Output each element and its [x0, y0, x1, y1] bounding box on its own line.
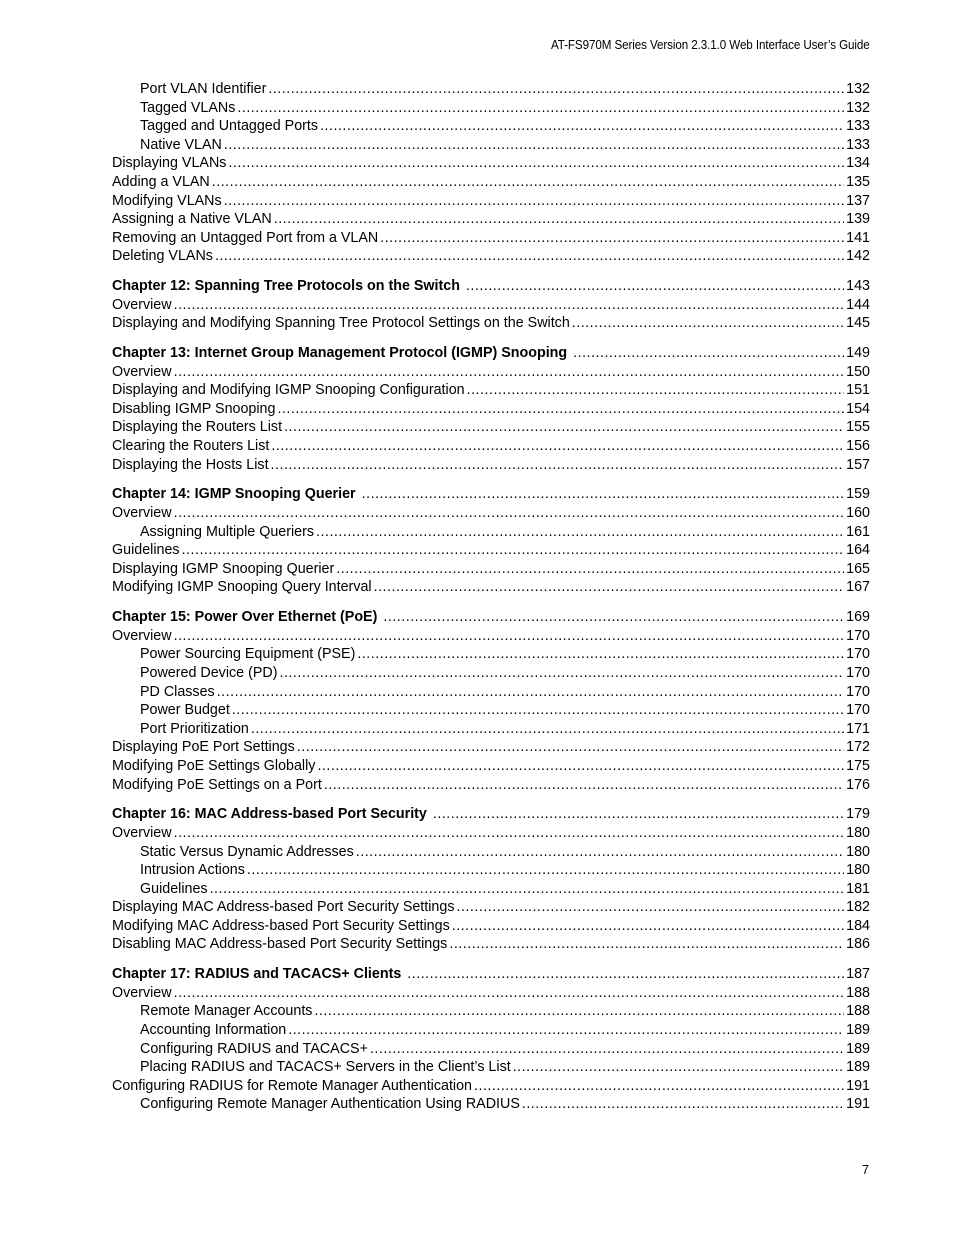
toc-entry[interactable]: [112, 935, 870, 954]
toc-entry[interactable]: [112, 456, 870, 475]
toc-entry[interactable]: [112, 247, 870, 266]
toc-chapter-entry[interactable]: [112, 608, 870, 627]
toc-entry[interactable]: [112, 437, 870, 456]
toc-entry[interactable]: [112, 776, 870, 795]
dot-leader: [279, 664, 844, 683]
dot-leader: [228, 154, 844, 173]
toc-entry-title: Power Sourcing Equipment (PSE): [140, 646, 356, 663]
dot-leader: [182, 541, 845, 560]
dot-leader: [362, 485, 845, 504]
toc-entry-title: Configuring RADIUS and TACACS+: [140, 1040, 368, 1057]
toc-entry[interactable]: [112, 1077, 870, 1096]
toc-entry-page: 161: [846, 523, 870, 540]
toc-entry-page: 169: [846, 609, 870, 626]
toc-entry-page: 180: [846, 824, 870, 841]
toc-chapter-entry[interactable]: [112, 344, 870, 363]
dot-leader: [314, 1002, 844, 1021]
toc-entry-page: 175: [846, 757, 870, 774]
toc-entry-title: Native VLAN: [140, 136, 222, 153]
toc-entry[interactable]: [112, 400, 870, 419]
toc-entry[interactable]: [112, 136, 870, 155]
toc-entry[interactable]: [112, 757, 870, 776]
toc-entry-page: 181: [846, 880, 870, 897]
toc-entry-page: 165: [846, 560, 870, 577]
toc-entry[interactable]: [112, 1058, 870, 1077]
toc-entry-title: Displaying the Hosts List: [112, 456, 269, 473]
toc-entry-page: 189: [846, 1022, 870, 1039]
toc-entry-page: 134: [846, 155, 870, 172]
toc-entry-title: Guidelines: [140, 880, 208, 897]
toc-entry-page: 170: [846, 664, 870, 681]
dot-leader: [284, 418, 844, 437]
toc-entry-page: 143: [846, 278, 870, 295]
toc-entry-title: Remote Manager Accounts: [140, 1003, 313, 1020]
dot-leader: [237, 99, 844, 118]
toc-entry-page: 137: [846, 192, 870, 209]
toc-entry[interactable]: [112, 80, 870, 99]
toc-entry[interactable]: [112, 738, 870, 757]
toc-entry-title: PD Classes: [140, 683, 215, 700]
toc-entry-page: 133: [846, 136, 870, 153]
dot-leader: [320, 117, 844, 136]
toc-entry-page: 151: [846, 382, 870, 399]
toc-entry[interactable]: [112, 1021, 870, 1040]
toc-entry-page: 184: [846, 917, 870, 934]
dot-leader: [217, 683, 844, 702]
toc-entry-title: Chapter 16: MAC Address-based Port Security: [112, 806, 427, 823]
dot-leader: [573, 344, 844, 363]
toc-entry-page: 155: [846, 419, 870, 436]
toc-entry-title: Chapter 13: Internet Group Management Protocol (IGMP) Snooping: [112, 345, 568, 362]
toc-entry[interactable]: [112, 504, 870, 523]
dot-leader: [374, 578, 845, 597]
toc-entry-title: Adding a VLAN: [112, 173, 210, 190]
toc-entry-title: Overview: [112, 984, 172, 1001]
dot-leader: [174, 984, 845, 1003]
toc-entry-page: 159: [846, 486, 870, 503]
toc-entry[interactable]: [112, 117, 870, 136]
toc-entry-page: 180: [846, 843, 870, 860]
toc-entry-page: 170: [846, 683, 870, 700]
toc-entry-page: 191: [846, 1077, 870, 1094]
dot-leader: [174, 824, 845, 843]
toc-entry-title: Chapter 14: IGMP Snooping Querier: [112, 486, 356, 503]
dot-leader: [456, 898, 844, 917]
toc-entry-page: 189: [846, 1040, 870, 1057]
toc-entry-title: Accounting Information: [140, 1022, 287, 1039]
toc-entry-title: Intrusion Actions: [140, 862, 245, 879]
dot-leader: [297, 738, 844, 757]
toc-entry-title: Modifying IGMP Snooping Query Interval: [112, 579, 372, 596]
toc-entry-page: 145: [846, 315, 870, 332]
toc-entry-title: Displaying VLANs: [112, 155, 227, 172]
toc-entry[interactable]: [112, 154, 870, 173]
toc-entry[interactable]: [112, 192, 870, 211]
dot-leader: [383, 608, 844, 627]
dot-leader: [513, 1058, 844, 1077]
toc-entry[interactable]: [112, 99, 870, 118]
toc-entry-page: 170: [846, 702, 870, 719]
toc-chapter-entry[interactable]: [112, 485, 870, 504]
toc-entry-title: Chapter 15: Power Over Ethernet (PoE): [112, 609, 378, 626]
toc-entry-page: 176: [846, 776, 870, 793]
toc-entry-title: Overview: [112, 363, 172, 380]
toc-entry-page: 179: [846, 806, 870, 823]
toc-entry[interactable]: [112, 645, 870, 664]
toc-entry-title: Deleting VLANs: [112, 248, 213, 265]
dot-leader: [277, 400, 844, 419]
dot-leader: [452, 917, 844, 936]
dot-leader: [474, 1077, 844, 1096]
dot-leader: [271, 456, 845, 475]
toc-entry-page: 180: [846, 862, 870, 879]
toc-entry-title: Displaying and Modifying Spanning Tree Protocol Settings on the Switch: [112, 315, 570, 332]
dot-leader: [174, 504, 845, 523]
toc-entry-title: Removing an Untagged Port from a VLAN: [112, 229, 379, 246]
dot-leader: [356, 843, 844, 862]
dot-leader: [174, 363, 845, 382]
toc-entry-page: 171: [846, 720, 870, 737]
toc-entry[interactable]: [112, 363, 870, 382]
toc-entry[interactable]: [112, 296, 870, 315]
toc-entry-page: 135: [846, 173, 870, 190]
toc-entry-page: 157: [846, 456, 870, 473]
toc-entry[interactable]: [112, 523, 870, 542]
table-of-contents: [112, 80, 870, 1114]
dot-leader: [316, 523, 844, 542]
toc-entry[interactable]: [112, 1095, 870, 1114]
toc-entry-page: 132: [846, 99, 870, 116]
toc-entry-title: Tagged and Untagged Ports: [140, 118, 319, 135]
running-header: AT-FS970M Series Version 2.3.1.0 Web Interface User’s Guide: [551, 38, 870, 52]
dot-leader: [251, 720, 844, 739]
toc-entry-page: 132: [846, 81, 870, 97]
dot-leader: [467, 381, 845, 400]
toc-entry-title: Placing RADIUS and TACACS+ Servers in the Client’s List: [140, 1059, 511, 1076]
dot-leader: [174, 296, 845, 315]
dot-leader: [224, 136, 844, 155]
toc-entry-title: Tagged VLANs: [140, 99, 236, 116]
toc-entry-page: 141: [846, 229, 870, 246]
toc-entry-title: Overview: [112, 296, 172, 313]
dot-leader: [215, 247, 844, 266]
toc-entry-page: 164: [846, 542, 870, 559]
toc-entry-page: 191: [846, 1096, 870, 1113]
page-number: 7: [862, 1163, 869, 1177]
toc-entry-page: 187: [846, 966, 870, 983]
dot-leader: [268, 80, 844, 99]
toc-entry-title: Powered Device (PD): [140, 664, 278, 681]
toc-entry[interactable]: [112, 229, 870, 248]
toc-entry[interactable]: [112, 917, 870, 936]
toc-entry-title: Configuring Remote Manager Authentication Using RADIUS: [140, 1096, 520, 1113]
toc-entry-title: Clearing the Routers List: [112, 438, 270, 455]
toc-entry-title: Modifying PoE Settings on a Port: [112, 776, 322, 793]
toc-entry[interactable]: [112, 861, 870, 880]
toc-entry-title: Modifying MAC Address-based Port Security Settings: [112, 917, 450, 934]
toc-entry-title: Guidelines: [112, 542, 180, 559]
toc-chapter-entry[interactable]: [112, 277, 870, 296]
toc-entry-page: 188: [846, 1003, 870, 1020]
toc-entry[interactable]: [112, 173, 870, 192]
toc-entry-title: Assigning a Native VLAN: [112, 211, 272, 228]
toc-entry-page: 182: [846, 899, 870, 916]
toc-entry-title: Modifying VLANs: [112, 192, 222, 209]
toc-entry[interactable]: [112, 984, 870, 1003]
dot-leader: [522, 1095, 844, 1114]
toc-entry-title: Power Budget: [140, 702, 230, 719]
toc-entry-page: 156: [846, 438, 870, 455]
toc-entry-page: 186: [846, 936, 870, 953]
dot-leader: [407, 965, 844, 984]
dot-leader: [324, 776, 844, 795]
dot-leader: [336, 560, 844, 579]
toc-entry[interactable]: [112, 683, 870, 702]
toc-entry-page: 139: [846, 211, 870, 228]
toc-entry-page: 167: [846, 579, 870, 596]
toc-entry-page: 172: [846, 739, 870, 756]
dot-leader: [174, 627, 845, 646]
toc-entry[interactable]: [112, 314, 870, 333]
toc-entry[interactable]: [112, 843, 870, 862]
dot-leader: [466, 277, 844, 296]
toc-entry-title: Port Prioritization: [140, 720, 249, 737]
dot-leader: [357, 645, 844, 664]
toc-entry-page: 160: [846, 505, 870, 522]
toc-entry[interactable]: [112, 560, 870, 579]
toc-entry[interactable]: [112, 578, 870, 597]
dot-leader: [224, 192, 844, 211]
dot-leader: [271, 437, 844, 456]
toc-entry-title: Displaying the Routers List: [112, 419, 283, 436]
toc-entry[interactable]: [112, 1040, 870, 1059]
toc-entry-title: Displaying IGMP Snooping Querier: [112, 560, 335, 577]
toc-entry[interactable]: [112, 381, 870, 400]
toc-entry-title: Configuring RADIUS for Remote Manager Authentication: [112, 1077, 472, 1094]
toc-entry-page: 149: [846, 345, 870, 362]
toc-entry[interactable]: [112, 898, 870, 917]
dot-leader: [572, 314, 844, 333]
toc-entry-page: 154: [846, 400, 870, 417]
toc-entry-page: 170: [846, 646, 870, 663]
toc-entry-page: 189: [846, 1059, 870, 1076]
toc-entry-title: Disabling IGMP Snooping: [112, 400, 276, 417]
toc-entry-title: Modifying PoE Settings Globally: [112, 757, 316, 774]
toc-entry[interactable]: [112, 1002, 870, 1021]
toc-entry-title: Overview: [112, 505, 172, 522]
dot-leader: [370, 1040, 844, 1059]
dot-leader: [247, 861, 844, 880]
dot-leader: [433, 805, 844, 824]
dot-leader: [380, 229, 844, 248]
toc-entry-title: Chapter 17: RADIUS and TACACS+ Clients: [112, 966, 402, 983]
toc-entry-page: 188: [846, 984, 870, 1001]
toc-entry-page: 150: [846, 363, 870, 380]
toc-entry-title: Assigning Multiple Queriers: [140, 523, 315, 540]
toc-chapter-entry[interactable]: [112, 965, 870, 984]
toc-entry-page: 170: [846, 627, 870, 644]
toc-entry[interactable]: [112, 664, 870, 683]
toc-entry[interactable]: [112, 701, 870, 720]
dot-leader: [232, 701, 844, 720]
toc-entry[interactable]: [112, 541, 870, 560]
toc-entry[interactable]: [112, 720, 870, 739]
dot-leader: [212, 173, 844, 192]
toc-entry-title: Port VLAN Identifier: [140, 81, 267, 97]
dot-leader: [274, 210, 844, 229]
toc-entry-title: Static Versus Dynamic Addresses: [140, 843, 354, 860]
toc-entry[interactable]: [112, 824, 870, 843]
dot-leader: [317, 757, 844, 776]
dot-leader: [288, 1021, 844, 1040]
toc-entry[interactable]: [112, 210, 870, 229]
toc-entry-page: 133: [846, 118, 870, 135]
toc-entry-title: Disabling MAC Address-based Port Security Settings: [112, 936, 448, 953]
toc-entry-title: Chapter 12: Spanning Tree Protocols on the Switch: [112, 278, 460, 295]
toc-entry-title: Overview: [112, 627, 172, 644]
dot-leader: [210, 880, 845, 899]
toc-entry-title: Overview: [112, 824, 172, 841]
toc-entry[interactable]: [112, 418, 870, 437]
toc-entry-page: 144: [846, 296, 870, 313]
toc-entry-page: 142: [846, 248, 870, 265]
toc-entry-title: Displaying MAC Address-based Port Security Settings: [112, 899, 455, 916]
toc-entry-title: Displaying PoE Port Settings: [112, 739, 295, 756]
toc-chapter-entry[interactable]: [112, 805, 870, 824]
dot-leader: [449, 935, 844, 954]
toc-entry-title: Displaying and Modifying IGMP Snooping Configuration: [112, 382, 465, 399]
toc-entry[interactable]: [112, 627, 870, 646]
toc-entry[interactable]: [112, 880, 870, 899]
